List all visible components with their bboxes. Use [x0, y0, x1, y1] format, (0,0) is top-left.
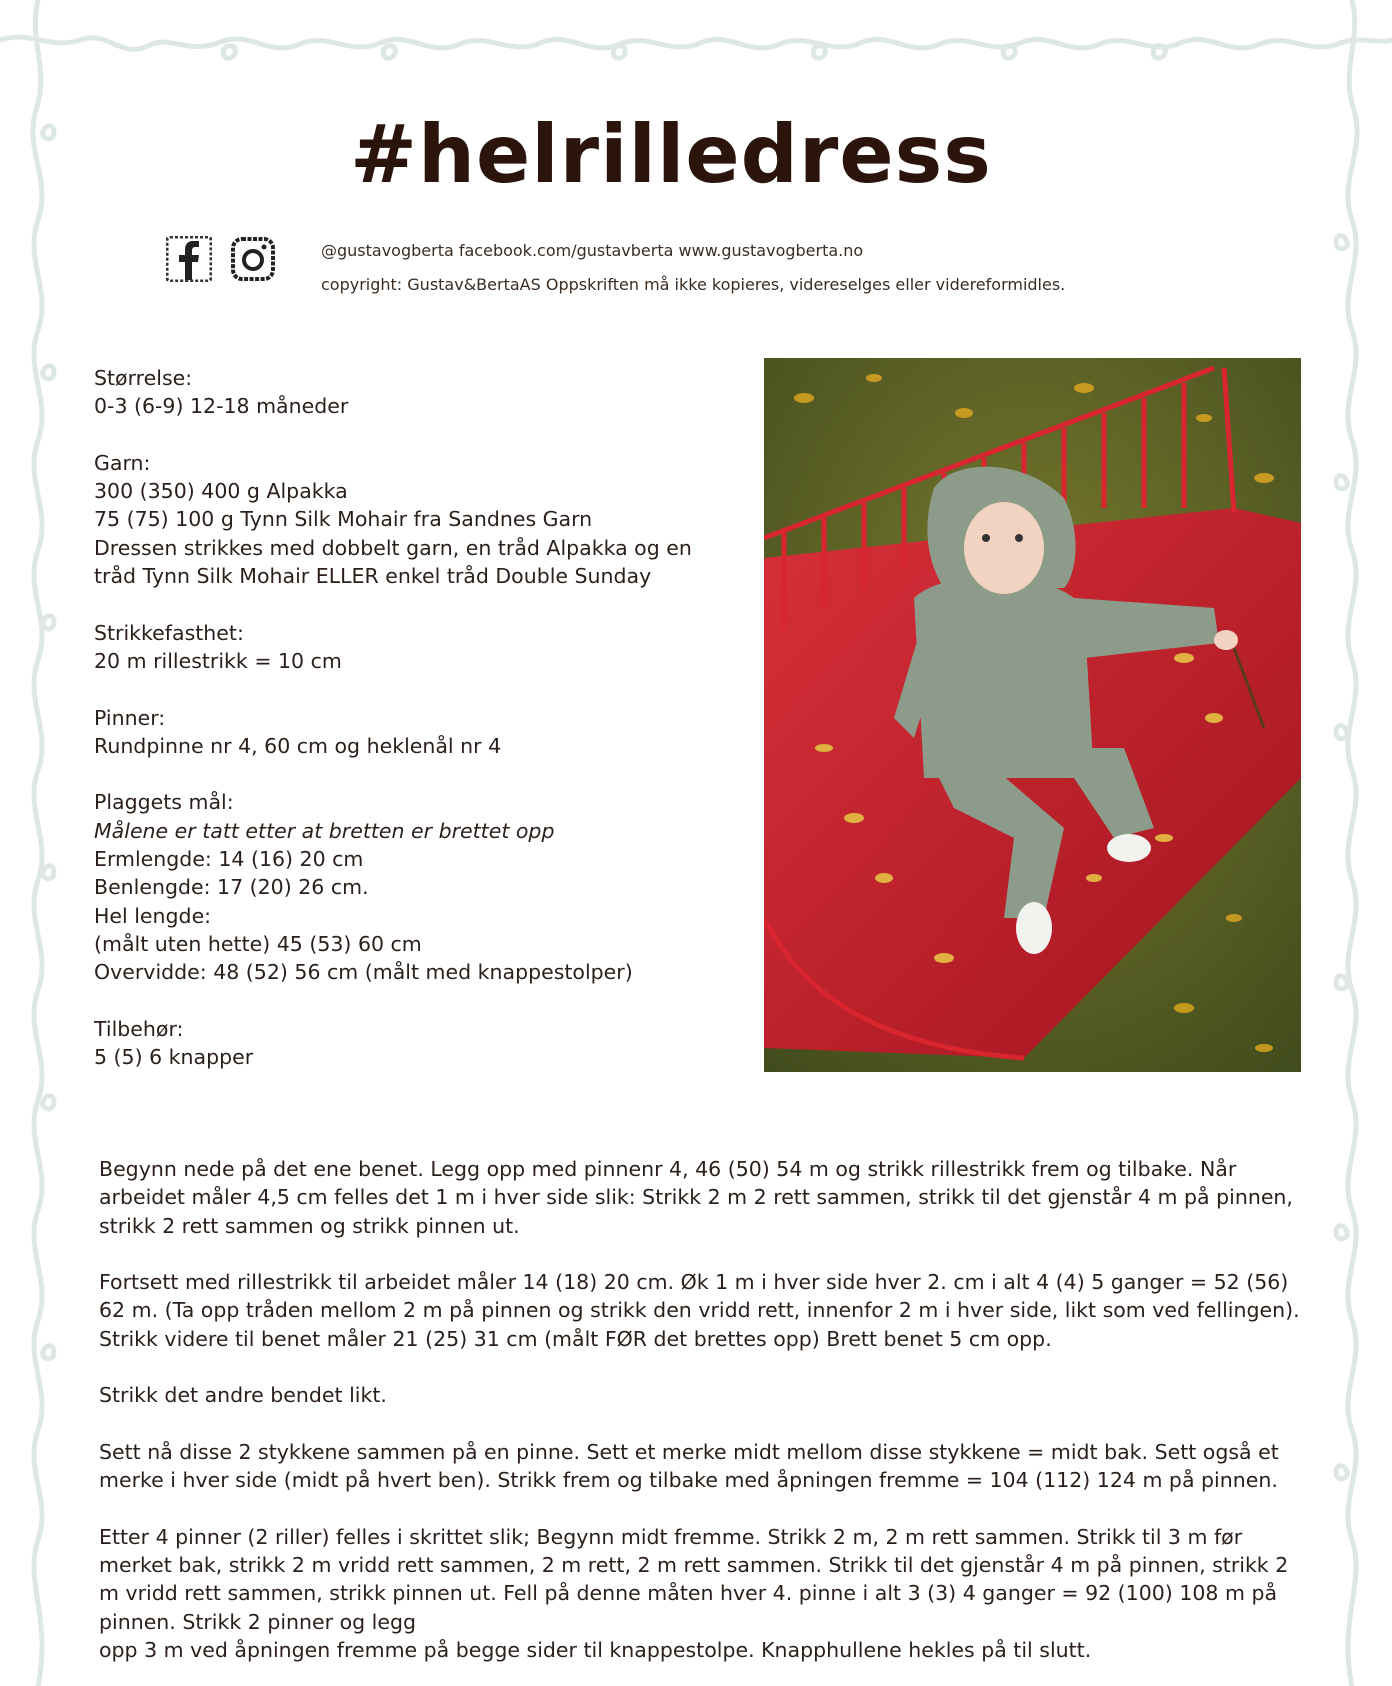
product-photo [764, 358, 1301, 1072]
credits-links: @gustavogberta facebook.com/gustavberta www.gustavogberta.no [321, 241, 864, 260]
spec-gauge [94, 619, 734, 676]
spec-value: 300 (350) 400 g Alpakka [94, 479, 348, 504]
facebook-icon[interactable] [166, 236, 212, 282]
spec-label: Garn: [94, 450, 151, 475]
spec-value: Overvidde: 48 (52) 56 cm (målt med knappestolper) [94, 960, 633, 985]
spec-value: Ermlengde: 14 (16) 20 cm [94, 847, 364, 872]
spec-value: 5 (5) 6 knapper [94, 1045, 254, 1070]
spec-value: tråd Tynn Silk Mohair ELLER enkel tråd Double Sunday [94, 564, 652, 589]
instruction-paragraph: Strikk det andre bendet likt. [99, 1383, 387, 1408]
spec-label: Pinner: [94, 705, 166, 730]
spec-value: Rundpinne nr 4, 60 cm og heklenål nr 4 [94, 733, 502, 758]
spec-yarn [94, 449, 734, 590]
instruction-paragraph: Sett nå disse 2 stykkene sammen på en pinne. Sett et merke midt mellom disse stykkene = midt bak. Sett også et merke i hver side (midt på hvert ben). Strikk frem og tilbake med åpningen fremme = 104 (112) 124 m på pinnen. [99, 1439, 1279, 1493]
instructions [99, 1155, 1309, 1664]
instruction-paragraph: Etter 4 pinner (2 riller) felles i skrittet slik; Begynn midt fremme. Strikk 2 m, 2 m rett sammen. Strikk til 3 m før merket bak, strikk 2 m vridd rett sammen, 2 m rett, 2 m rett sammen. Strikk til det gjenstår 4 m på pinnen, strikk 2 m vridd rett sammen, strikk pinnen ut. Fell på denne måten hver 4. pinne i alt 3 (3) 4 ganger = 92 (100) 108 m på pinnen. Strikk 2 pinner og legg [99, 1524, 1289, 1634]
spec-note: Målene er tatt etter at bretten er brettet opp [94, 818, 555, 843]
spec-size [94, 364, 734, 421]
spec-label: Plaggets mål: [94, 790, 234, 815]
instruction-paragraph: opp 3 m ved åpningen fremme på begge sider til knappestolpe. Knapphullene hekles på til slutt. [99, 1638, 1092, 1663]
spec-value: 75 (75) 100 g Tynn Silk Mohair fra Sandnes Garn [94, 507, 593, 532]
spec-label: Størrelse: [94, 366, 193, 390]
spec-value: 0-3 (6-9) 12-18 måneder [94, 394, 349, 419]
spec-value: Dressen strikkes med dobbelt garn, en tråd Alpakka og en [94, 535, 692, 560]
spec-value: Benlengde: 17 (20) 26 cm. [94, 875, 369, 900]
instruction-paragraph: Begynn nede på det ene benet. Legg opp med pinnenr 4, 46 (50) 54 m og strikk rillestrikk frem og tilbake. Når arbeidet måler 4,5 cm felles det 1 m i hver side slik: Strikk 2 m 2 rett sammen, strikk til det gjenstår 4 m på pinnen, strikk 2 rett sammen og strikk pinnen ut. [99, 1157, 1293, 1238]
spec-accessories [94, 1015, 734, 1072]
spec-value: Hel lengde: [94, 903, 212, 928]
credits-copyright: copyright: Gustav&BertaAS Oppskriften må ikke kopieres, videreselges eller videreformidles. [321, 275, 1066, 294]
page-title: #helrilledress [350, 108, 992, 201]
spec-measurements [94, 788, 734, 986]
social-icons [166, 236, 276, 282]
instagram-icon[interactable] [230, 236, 276, 282]
spec-value: 20 m rillestrikk = 10 cm [94, 648, 342, 673]
spec-value: (målt uten hette) 45 (53) 60 cm [94, 931, 422, 956]
instruction-paragraph: Fortsett med rillestrikk til arbeidet måler 14 (18) 20 cm. Øk 1 m i hver side hver 2. cm i alt 4 (4) 5 ganger = 52 (56) 62 m. (Ta opp tråden mellom 2 m på pinnen og strikk den vridd rett, innenfor 2 m i hver side, likt som ved fellingen). Strikk videre til benet måler 21 (25) 31 cm (målt FØR det brettes opp) Brett benet 5 cm opp. [99, 1270, 1300, 1351]
spec-label: Strikkefasthet: [94, 620, 244, 645]
credits [321, 234, 1065, 302]
spec-needles [94, 704, 734, 761]
spec-label: Tilbehør: [94, 1016, 184, 1041]
pattern-specs [94, 364, 734, 1100]
